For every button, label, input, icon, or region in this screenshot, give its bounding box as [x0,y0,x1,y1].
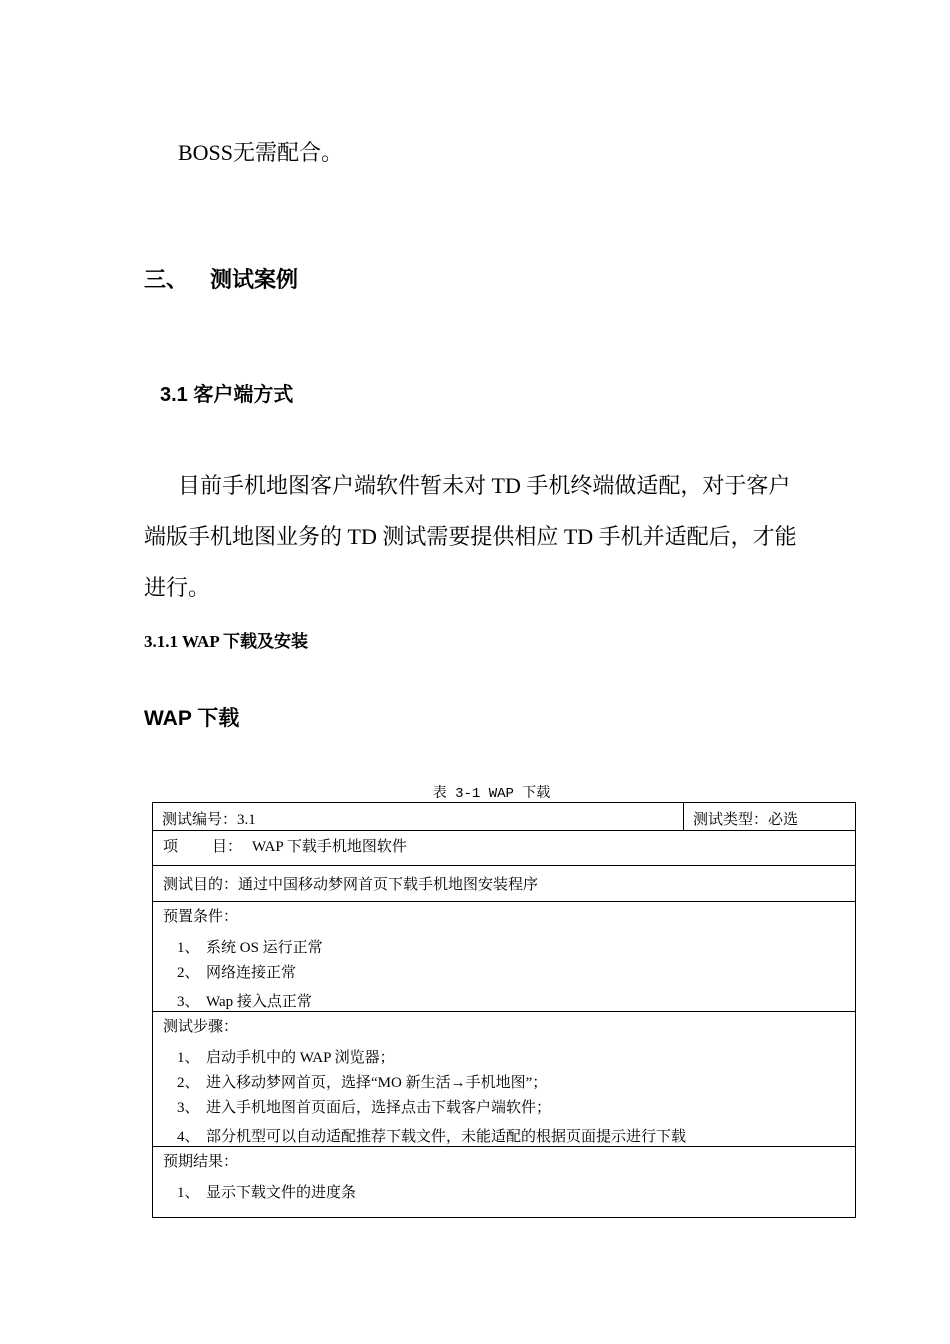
table-row-header [153,803,855,831]
purpose-text: 测试目的：通过中国移动梦网首页下载手机地图安装程序 [163,877,539,893]
subsection-heading: 3.1 客户端方式 [160,384,294,406]
item-text: 显示下载文件的进度条 [206,1185,357,1201]
table-row-preconditions [153,902,855,1012]
test-case-table [152,802,856,1218]
section-number: 三、 [144,267,189,292]
list-item [177,1096,845,1121]
steps-label: 测试步骤： [163,1019,239,1035]
table-caption: 表 3-1 WAP 下载 [432,786,551,802]
test-type-cell: 测试类型：必选 [693,812,799,828]
project-value: WAP 下载手机地图软件 [252,839,407,855]
item-number: 3、 [177,1100,200,1116]
project-label-b: 目： [212,839,243,855]
item-number: 3、 [177,994,200,1010]
paragraph-line-1: 目前手机地图客户端软件暂未对 TD 手机终端做适配，对于客户 [178,473,791,498]
item-text: 系统 OS 运行正常 [206,940,323,956]
list-item [177,961,845,986]
item-number: 2、 [177,1075,200,1091]
section-heading [144,263,298,294]
subsubsection-heading: 3.1.1 WAP 下载及安装 [144,632,309,651]
item-number: 1、 [177,940,200,956]
list-item [177,1181,845,1206]
wap-download-heading: WAP 下载 [144,707,240,730]
table-row-steps [153,1012,855,1147]
table-row-project [153,831,855,866]
paragraph-line-3: 进行。 [144,575,211,600]
preconditions-label: 预置条件： [163,909,239,925]
item-text: 进入移动梦网首页，选择“MO 新生活→手机地图”； [206,1075,548,1091]
item-text: 网络连接正常 [206,965,297,981]
list-item [177,986,845,1012]
item-text: Wap 接入点正常 [206,994,312,1010]
list-item [177,1121,845,1147]
item-number: 1、 [177,1185,200,1201]
steps-list [177,1046,845,1147]
body-paragraph [144,460,814,613]
list-item [177,1071,845,1096]
item-text: 部分机型可以自动适配推荐下载文件，未能适配的根据页面提示进行下载 [206,1129,687,1145]
table-row-purpose [153,866,855,902]
list-item [177,1046,845,1071]
project-label-a: 项 [163,839,179,855]
expected-list [177,1181,845,1206]
item-text: 启动手机中的 WAP 浏览器； [206,1050,395,1066]
section-title: 测试案例 [210,267,299,292]
item-number: 4、 [177,1129,200,1145]
item-number: 2、 [177,965,200,981]
preconditions-list [177,936,845,1012]
list-item [177,936,845,961]
item-number: 1、 [177,1050,200,1066]
expected-label: 预期结果： [163,1154,239,1170]
paragraph-line-2: 端版手机地图业务的 TD 测试需要提供相应 TD 手机并适配后，才能 [144,524,797,549]
table-row-expected [153,1147,855,1217]
test-id-cell: 测试编号：3.1 [153,803,684,830]
intro-text: BOSS无需配合。 [178,140,344,165]
item-text: 进入手机地图首页面后，选择点击下载客户端软件； [206,1100,552,1116]
